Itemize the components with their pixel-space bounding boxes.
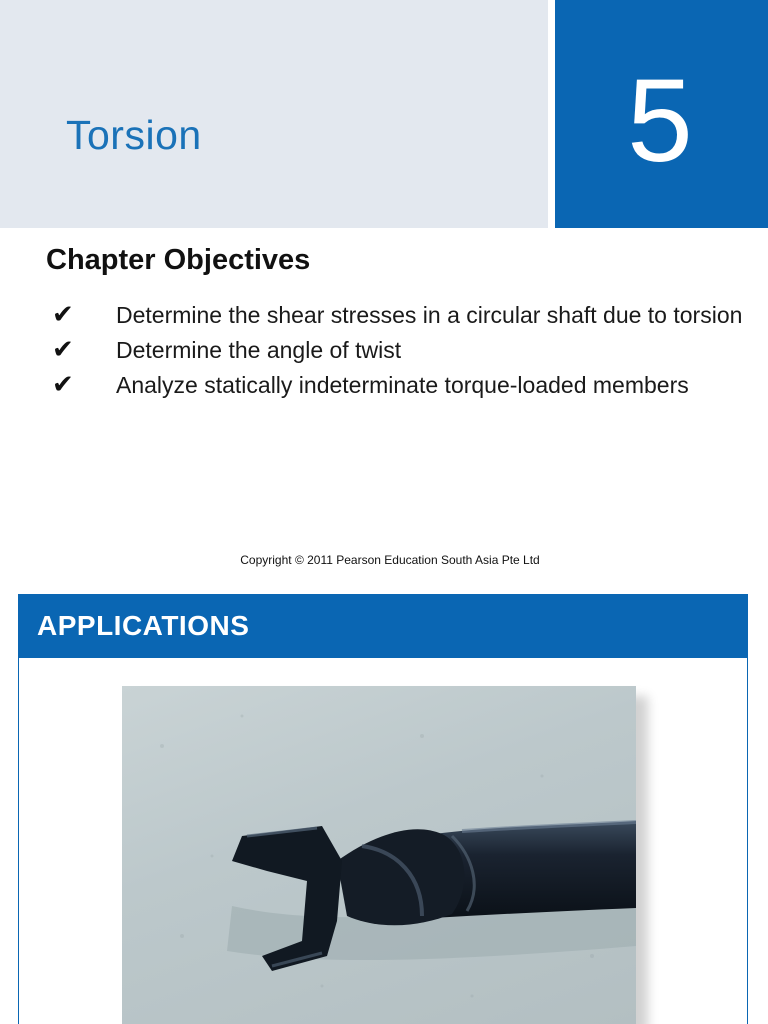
check-mark-icon: ✔ [52, 335, 74, 365]
objective-item [46, 370, 746, 401]
objectives-list [46, 300, 746, 405]
objective-item [46, 300, 746, 331]
objective-text: Determine the angle of twist [116, 337, 402, 363]
objectives-heading: Chapter Objectives [46, 244, 311, 276]
check-mark-icon: ✔ [52, 370, 74, 400]
objective-text: Analyze statically indeterminate torque-loaded members [116, 372, 689, 398]
applications-title: APPLICATIONS [37, 610, 250, 641]
check-mark-icon: ✔ [52, 300, 74, 330]
chapter-number: 5 [627, 55, 693, 187]
twisted-shaft-illustration [122, 686, 636, 1024]
twisted-shaft-photo [122, 686, 636, 1024]
chapter-number-box [555, 0, 768, 228]
slide-applications [18, 594, 748, 1024]
chapter-title: Torsion [66, 112, 202, 158]
objective-text: Determine the shear stresses in a circular shaft due to torsion [116, 302, 743, 328]
copyright-notice: Copyright © 2011 Pearson Education South Asia Pte Ltd [240, 553, 540, 567]
applications-header [19, 594, 747, 658]
shaft-twisted-section [337, 829, 464, 925]
title-band [0, 0, 548, 228]
objective-item [46, 335, 746, 366]
